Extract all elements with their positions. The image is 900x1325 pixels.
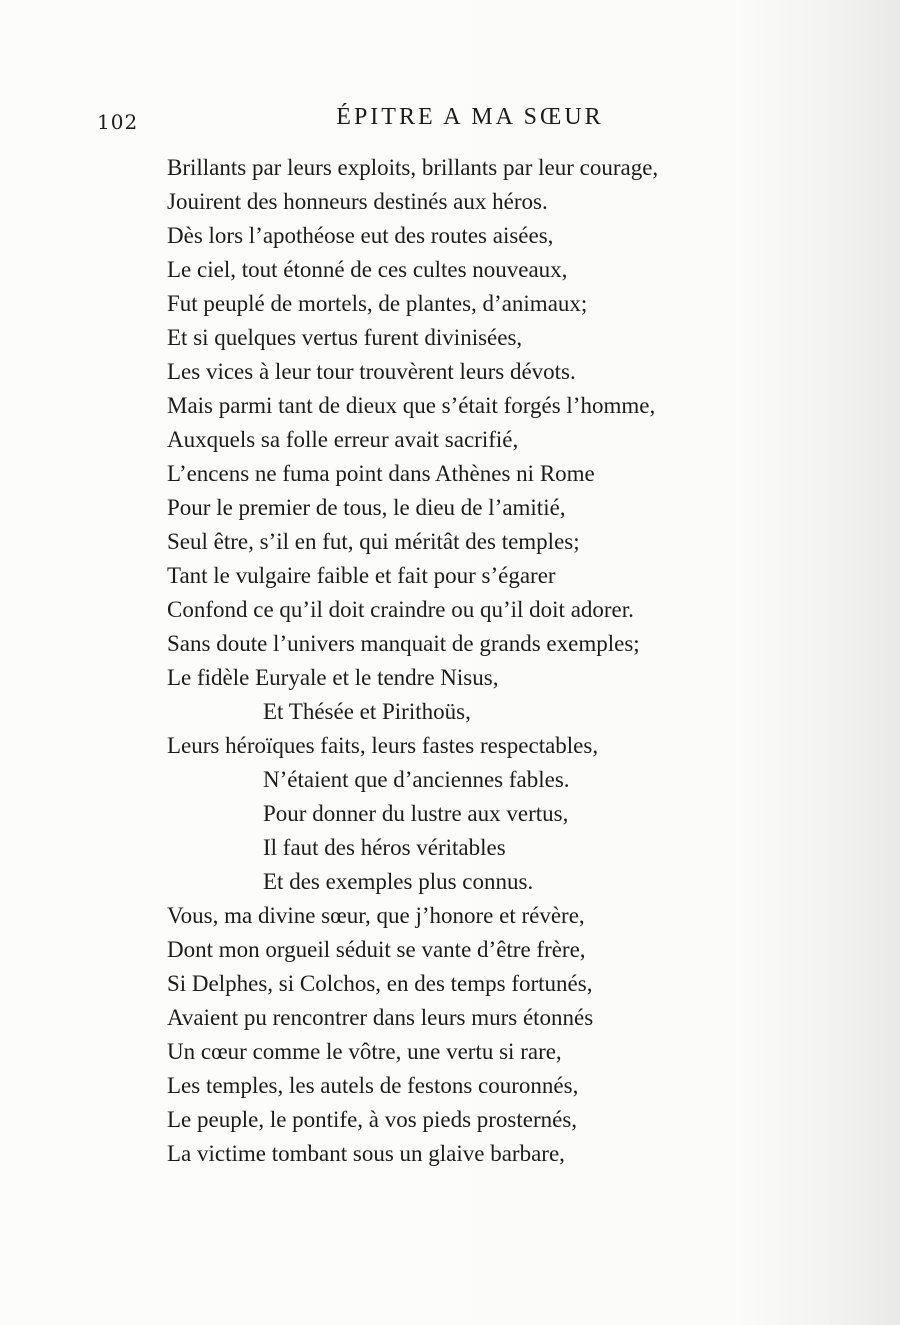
poem-line: Le peuple, le pontife, à vos pieds prosternés, — [167, 1107, 578, 1132]
poem-line: Un cœur comme le vôtre, une vertu si rare, — [167, 1039, 562, 1064]
poem-line: Et des exemples plus connus. — [263, 869, 534, 894]
poem-line: Le fidèle Euryale et le tendre Nisus, — [167, 665, 499, 690]
poem-line: Il faut des héros véritables — [263, 835, 506, 860]
poem-line: Pour donner du lustre aux vertus, — [263, 801, 569, 826]
poem-line: Avaient pu rencontrer dans leurs murs étonnés — [167, 1005, 594, 1030]
poem-line: Les temples, les autels de festons couronnés, — [167, 1073, 579, 1098]
poem-line: Dont mon orgueil séduit se vante d’être frère, — [167, 937, 586, 962]
running-head-title: ÉPITRE A MA SŒUR — [336, 104, 604, 130]
poem-line: Le ciel, tout étonné de ces cultes nouveaux, — [167, 257, 568, 282]
poem-line: Et Thésée et Pirithoüs, — [263, 699, 471, 724]
poem-line: Seul être, s’il en fut, qui méritât des temples; — [167, 529, 580, 554]
poem-line: Leurs héroïques faits, leurs fastes respectables, — [167, 733, 599, 758]
poem-line: Pour le premier de tous, le dieu de l’amitié, — [167, 495, 566, 520]
poem-line: Mais parmi tant de dieux que s’était forgés l’homme, — [167, 393, 656, 418]
poem-line: Brillants par leurs exploits, brillants par leur courage, — [167, 155, 659, 180]
poem-line: La victime tombant sous un glaive barbare, — [167, 1141, 565, 1166]
poem-line: Et si quelques vertus furent divinisées, — [167, 325, 523, 350]
poem-line: Tant le vulgaire faible et fait pour s’égarer — [167, 563, 556, 588]
poem-line: Vous, ma divine sœur, que j’honore et révère, — [167, 903, 585, 928]
poem-line: Sans doute l’univers manquait de grands exemples; — [167, 631, 640, 656]
poem-line: Jouirent des honneurs destinés aux héros. — [167, 189, 548, 214]
poem-line: Les vices à leur tour trouvèrent leurs dévots. — [167, 359, 576, 384]
poem-line: Confond ce qu’il doit craindre ou qu’il doit adorer. — [167, 597, 634, 622]
poem-line: L’encens ne fuma point dans Athènes ni Rome — [167, 461, 595, 486]
poem-line: Fut peuplé de mortels, de plantes, d’animaux; — [167, 291, 588, 316]
poem-body — [167, 151, 658, 1171]
poem-line: Si Delphes, si Colchos, en des temps fortunés, — [167, 971, 593, 996]
poem-line: Dès lors l’apothéose eut des routes aisées, — [167, 223, 554, 248]
page-number: 102 — [97, 110, 139, 134]
poem-line: N’étaient que d’anciennes fables. — [263, 767, 570, 792]
poem-line: Auxquels sa folle erreur avait sacrifié, — [167, 427, 519, 452]
